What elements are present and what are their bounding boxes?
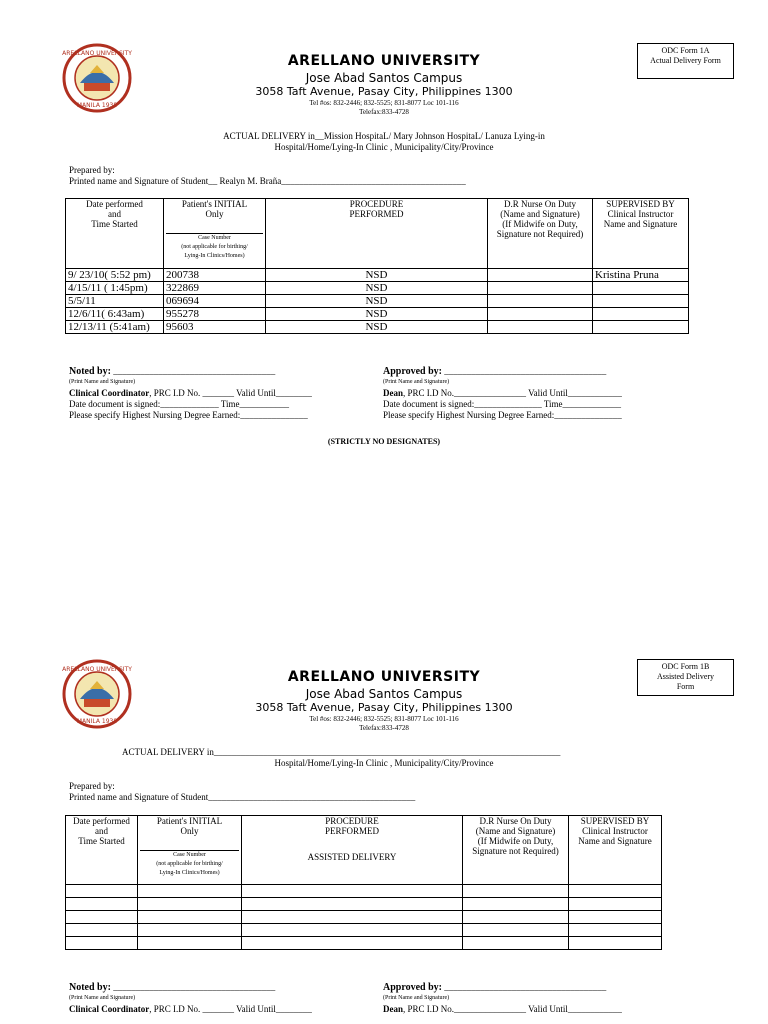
approved-by-label: Approved by: bbox=[383, 366, 442, 377]
form-code: ODC Form 1B bbox=[661, 662, 710, 671]
coordinator-label: Clinical Coordinator bbox=[69, 388, 150, 398]
table-row bbox=[66, 885, 662, 898]
form-title-2: Form bbox=[676, 682, 695, 691]
nurse-cell bbox=[463, 898, 569, 911]
noted-by-label: Noted by: bbox=[69, 982, 111, 993]
col-nurse-header: D.R Nurse On Duty (Name and Signature) (If Midwife on Duty, Signature not Required) bbox=[463, 816, 569, 885]
print-name-note: (Print Name and Signature) bbox=[383, 379, 450, 385]
procedure-cell bbox=[242, 924, 463, 937]
supervisor-cell bbox=[569, 911, 662, 924]
case-cell: 069694 bbox=[164, 295, 266, 308]
coordinator-prc: , PRC I.D No. _______ Valid Until________ bbox=[149, 1004, 312, 1014]
case-cell bbox=[138, 924, 242, 937]
case-cell: 95603 bbox=[164, 321, 266, 334]
approved-by-line: ____________________________________ bbox=[444, 982, 607, 992]
printed-name-student: Printed name and Signature of Student__ Realyn M. Braña_________________________________________ bbox=[69, 176, 466, 186]
procedure-cell bbox=[242, 898, 463, 911]
campus-name: Jose Abad Santos Campus bbox=[305, 71, 463, 85]
nurse-cell bbox=[463, 937, 569, 950]
campus-name: Jose Abad Santos Campus bbox=[305, 687, 463, 701]
degree-earned: Please specify Highest Nursing Degree Earned:_______________ bbox=[69, 410, 308, 420]
approved-by-line: ____________________________________ bbox=[444, 366, 607, 376]
telephone: Tel #os: 832-2446; 832-5525; 831-8077 Loc 101-116 bbox=[309, 99, 459, 107]
address: 3058 Taft Avenue, Pasay City, Philippines 1300 bbox=[255, 701, 513, 714]
date-signed: Date document is signed:_______________ Time_____________ bbox=[383, 399, 621, 409]
svg-text:MANILA 1938: MANILA 1938 bbox=[76, 102, 118, 109]
procedure-cell bbox=[242, 911, 463, 924]
date-cell: 9/ 23/10( 5:52 pm) bbox=[66, 269, 164, 282]
date-cell bbox=[66, 924, 138, 937]
procedure-cell: NSD bbox=[266, 308, 488, 321]
strictly-no-designates: (STRICTLY NO DESIGNATES) bbox=[327, 437, 441, 446]
procedure-cell: NSD bbox=[266, 295, 488, 308]
form-title: Assisted Delivery bbox=[656, 672, 715, 681]
nurse-cell bbox=[463, 911, 569, 924]
coordinator-label: Clinical Coordinator bbox=[69, 1004, 150, 1014]
noted-by-label: Noted by: bbox=[69, 366, 111, 377]
delivery-location: ACTUAL DELIVERY in__Mission HospitaL/ Mary Johnson HospitaL/ Lanuza Lying-in bbox=[223, 131, 545, 141]
date-cell: 12/6/11( 6:43am) bbox=[66, 308, 164, 321]
prepared-by: Prepared by: bbox=[69, 781, 115, 791]
table-header-row bbox=[66, 816, 662, 885]
dean-label: Dean bbox=[383, 1004, 403, 1014]
university-name: ARELLANO UNIVERSITY bbox=[287, 669, 481, 685]
svg-text:ARELLANO UNIVERSITY: ARELLANO UNIVERSITY bbox=[62, 50, 132, 57]
col-supervised-header: SUPERVISED BY Clinical Instructor Name and Signature bbox=[569, 816, 662, 885]
procedure-cell: NSD bbox=[266, 321, 488, 334]
procedure-cell bbox=[242, 937, 463, 950]
form-code-box bbox=[637, 659, 734, 696]
col-procedure-header: PROCEDURE PERFORMED ASSISTED DELIVERY bbox=[242, 816, 463, 885]
prepared-by: Prepared by: bbox=[69, 165, 115, 175]
case-cell bbox=[138, 911, 242, 924]
col-date-header: Date performed and Time Started bbox=[66, 199, 164, 269]
dean-prc: , PRC I.D No.________________ Valid Until____________ bbox=[403, 1004, 622, 1014]
delivery-location: ACTUAL DELIVERY in_____________________________________________________________________________ bbox=[122, 747, 561, 757]
university-name: ARELLANO UNIVERSITY bbox=[287, 53, 481, 69]
date-cell: 5/5/11 bbox=[66, 295, 164, 308]
table-row bbox=[66, 937, 662, 950]
telefax: Telefax:833-4728 bbox=[359, 108, 409, 116]
col-patient-header: Patient's INITIAL Only Case Number (not applicable for birthing/ Lying-In Clinics/Homes) bbox=[138, 816, 242, 885]
degree-earned: Please specify Highest Nursing Degree Earned:_______________ bbox=[383, 410, 622, 420]
date-cell bbox=[66, 937, 138, 950]
date-cell bbox=[66, 885, 138, 898]
date-cell bbox=[66, 911, 138, 924]
delivery-location-sub: Hospital/Home/Lying-In Clinic , Municipality/City/Province bbox=[274, 142, 494, 152]
noted-by-block bbox=[69, 982, 312, 1015]
print-name-note: (Print Name and Signature) bbox=[383, 995, 450, 1001]
supervisor-cell bbox=[569, 885, 662, 898]
approved-by-block bbox=[383, 982, 622, 1015]
form-code: ODC Form 1A bbox=[661, 46, 710, 55]
print-name-note: (Print Name and Signature) bbox=[69, 995, 136, 1001]
procedure-cell: NSD bbox=[266, 282, 488, 295]
svg-text:ARELLANO UNIVERSITY: ARELLANO UNIVERSITY bbox=[62, 666, 132, 673]
case-cell: 200738 bbox=[164, 269, 266, 282]
nurse-cell bbox=[463, 924, 569, 937]
address: 3058 Taft Avenue, Pasay City, Philippines 1300 bbox=[255, 85, 513, 98]
case-cell: 322869 bbox=[164, 282, 266, 295]
supervisor-cell bbox=[569, 937, 662, 950]
col-date-header: Date performed and Time Started bbox=[66, 816, 138, 885]
col-procedure-header: PROCEDURE PERFORMED bbox=[266, 199, 488, 269]
col-nurse-header: D.R Nurse On Duty (Name and Signature) (If Midwife on Duty, Signature not Required) bbox=[488, 199, 593, 269]
case-cell bbox=[138, 885, 242, 898]
date-cell: 4/15/11 ( 1:45pm) bbox=[66, 282, 164, 295]
table-row bbox=[66, 898, 662, 911]
supervisor-cell: Kristina Pruna bbox=[593, 269, 689, 282]
supervisor-cell bbox=[569, 924, 662, 937]
assisted-delivery-label: ASSISTED DELIVERY bbox=[307, 852, 397, 862]
print-name-note: (Print Name and Signature) bbox=[69, 379, 136, 385]
date-cell: 12/13/11 (5:41am) bbox=[66, 321, 164, 334]
noted-by-line: ____________________________________ bbox=[113, 366, 276, 376]
table-row bbox=[66, 911, 662, 924]
date-cell bbox=[66, 898, 138, 911]
form-title: Actual Delivery Form bbox=[650, 56, 721, 65]
col-patient-header: Patient's INITIAL Only Case Number (not applicable for birthing/ Lying-In Clinics/Homes) bbox=[164, 199, 266, 269]
noted-by-line: ____________________________________ bbox=[113, 982, 276, 992]
telefax: Telefax:833-4728 bbox=[359, 724, 409, 732]
delivery-location-sub: Hospital/Home/Lying-In Clinic , Municipality/City/Province bbox=[274, 758, 494, 768]
case-cell bbox=[138, 937, 242, 950]
svg-text:MANILA 1938: MANILA 1938 bbox=[76, 718, 118, 725]
col-supervised-header: SUPERVISED BY Clinical Instructor Name and Signature bbox=[593, 199, 689, 269]
dean-prc: , PRC I.D No.________________ Valid Until____________ bbox=[403, 388, 622, 398]
dean-label: Dean bbox=[383, 388, 403, 398]
case-cell bbox=[138, 898, 242, 911]
coordinator-prc: , PRC I.D No. _______ Valid Until________ bbox=[149, 388, 312, 398]
case-cell: 955278 bbox=[164, 308, 266, 321]
procedure-cell: NSD bbox=[266, 269, 488, 282]
date-signed: Date document is signed:_____________ Time___________ bbox=[69, 399, 289, 409]
approved-by-label: Approved by: bbox=[383, 982, 442, 993]
printed-name-student: Printed name and Signature of Student______________________________________________ bbox=[69, 792, 416, 802]
supervisor-cell bbox=[569, 898, 662, 911]
delivery-table bbox=[65, 815, 662, 950]
telephone: Tel #os: 832-2446; 832-5525; 831-8077 Loc 101-116 bbox=[309, 715, 459, 723]
nurse-cell bbox=[463, 885, 569, 898]
table-row bbox=[66, 924, 662, 937]
procedure-cell bbox=[242, 885, 463, 898]
